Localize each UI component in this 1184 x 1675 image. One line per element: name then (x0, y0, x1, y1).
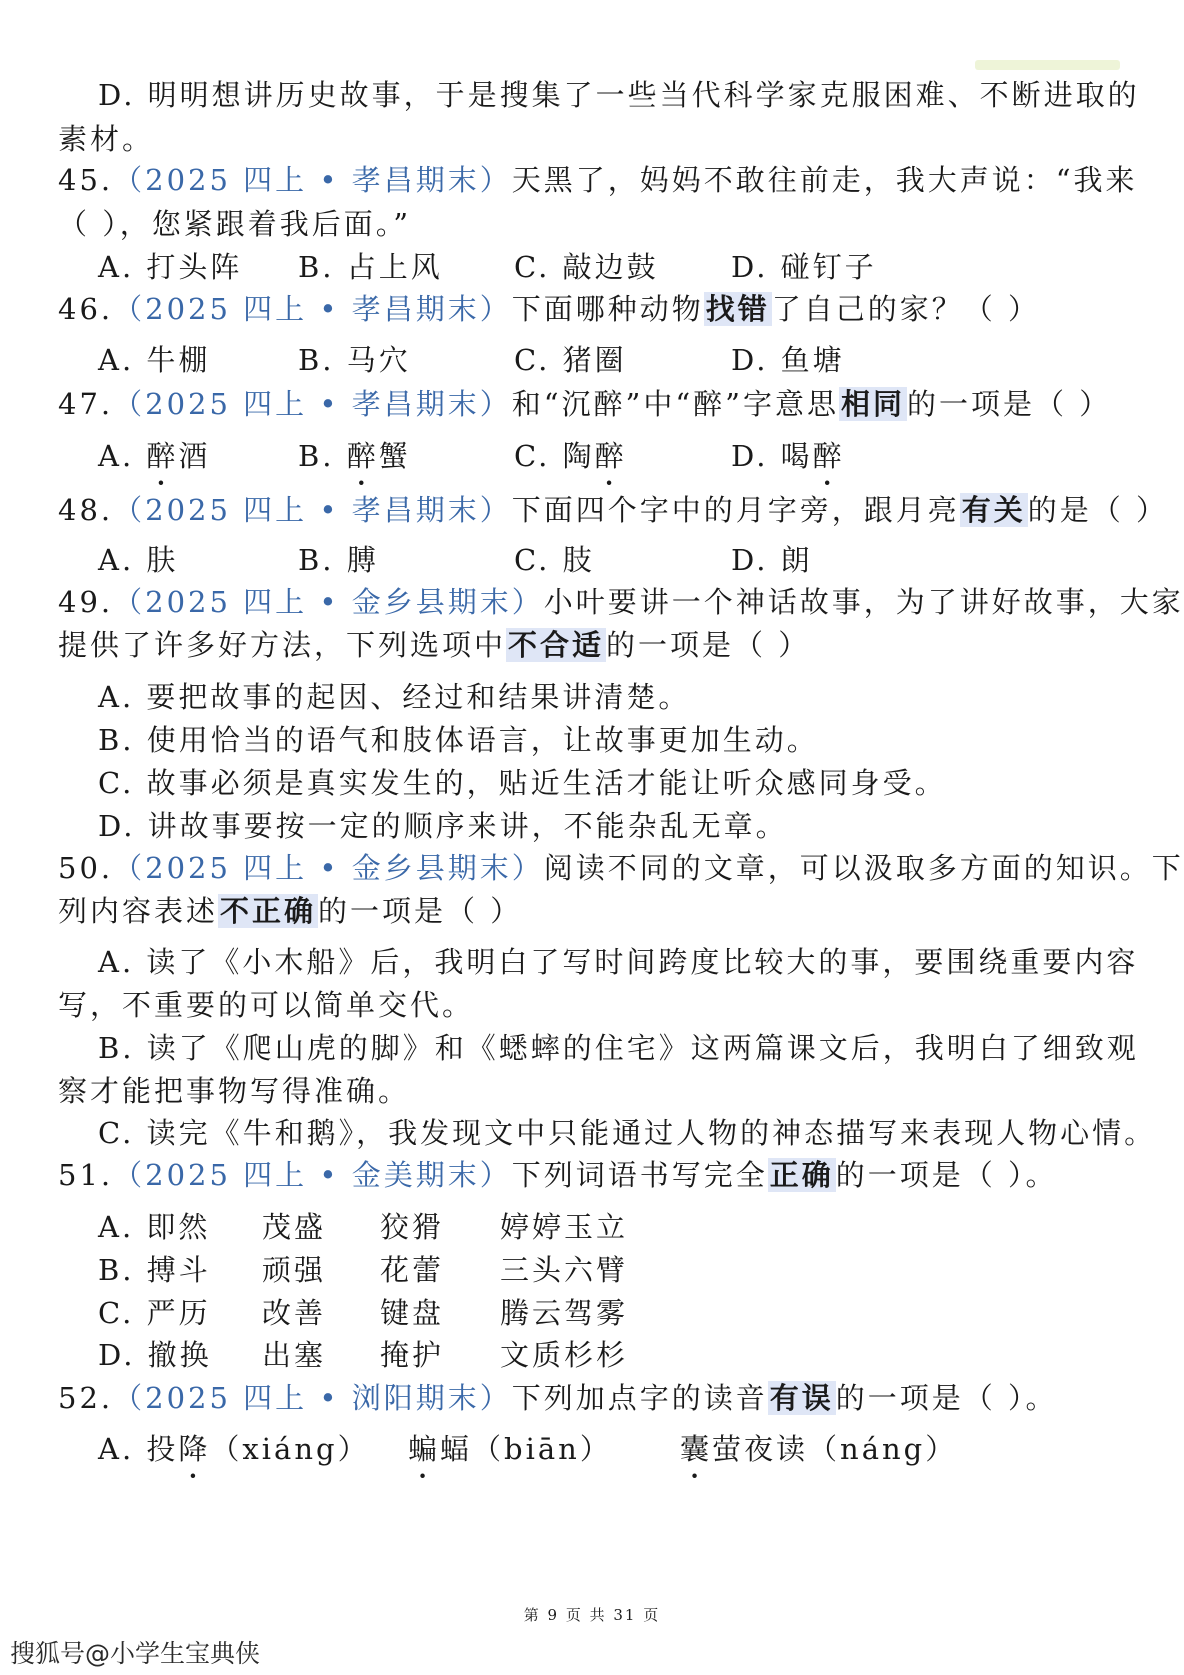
question-number: 51. (58, 1158, 114, 1192)
option-a: A. 牛棚 (98, 343, 211, 377)
prev-option-d-line1: D. 明明想讲历史故事，于是搜集了一些当代科学家克服困难、不断进取的 (98, 78, 1140, 112)
question-47 (58, 387, 1111, 422)
watermark: 搜狐号@小学生宝典侠 (10, 1639, 261, 1668)
question-50-stem-cont: 列内容表述不正确的一项是（ ） (58, 894, 523, 928)
question-stem-end: 的是（ ） (1027, 493, 1168, 527)
question-source: （2025 四上 • 金乡县期末） (113, 585, 544, 619)
question-46 (58, 292, 1040, 327)
option-b: B. 占上风 (298, 250, 443, 284)
option-a: A. 打头阵 (98, 250, 243, 284)
emphasis-keyword: 相同 (841, 387, 906, 421)
question-stem: 小叶要讲一个神话故事，为了讲好故事，大家 (543, 585, 1184, 619)
question-49 (58, 585, 1184, 620)
question-number: 50. (58, 851, 114, 885)
question-source: （2025 四上 • 孝昌期末） (113, 163, 512, 197)
question-stem: 和“沉醉”中“醉”字意思 (511, 387, 840, 421)
question-stem-end: 了自己的家？（ ） (771, 292, 1040, 326)
question-45 (58, 163, 1138, 198)
question-stem-end: 的一项是（ ）。 (835, 1381, 1058, 1415)
option-d: D. 鱼塘 (731, 343, 845, 377)
question-number: 49. (58, 585, 114, 619)
option-a: A. 肤 (98, 543, 179, 577)
emphasis-keyword: 找错 (705, 292, 770, 326)
option-d: D. 朗 (731, 543, 813, 577)
question-source: （2025 四上 • 孝昌期末） (113, 493, 512, 527)
option-c: C. 敲边鼓 (514, 250, 659, 284)
option-d: D. 讲故事要按一定的顺序来讲，不能杂乱无章。 (98, 809, 788, 843)
emphasis-keyword: 正确 (769, 1158, 834, 1192)
emphasis-keyword: 不合适 (508, 628, 605, 662)
question-number: 45. (58, 163, 114, 197)
faded-logo (975, 58, 1120, 72)
option-pinyin-3: 囊萤夜读（náng） (680, 1432, 958, 1466)
option-a: A. 投降（xiáng） (98, 1432, 370, 1466)
page-number-footer: 第 9 页 共 31 页 (523, 1606, 661, 1624)
option-b: B. 醉蟹 (298, 439, 411, 473)
option-d: D. 喝醉 (731, 439, 845, 473)
question-source: （2025 四上 • 孝昌期末） (113, 387, 512, 421)
question-source: （2025 四上 • 金美期末） (113, 1158, 512, 1192)
question-source: （2025 四上 • 孝昌期末） (113, 292, 512, 326)
option-d: D. 碰钉子 (731, 250, 877, 284)
question-stem: 下面四个字中的月字旁，跟月亮 (511, 493, 960, 527)
question-stem: 下列词语书写完全 (511, 1158, 768, 1192)
question-stem: 天黑了，妈妈不敢往前走，我大声说：“我来 (511, 163, 1138, 197)
option-c: C. 肢 (514, 543, 595, 577)
question-45-stem-cont: （ ），您紧跟着我后面。” (58, 207, 412, 241)
question-source: （2025 四上 • 浏阳期末） (113, 1381, 512, 1415)
option-b: B. 读了《爬山虎的脚》和《蟋蟀的住宅》这两篇课文后，我明白了细致观 (98, 1031, 1139, 1065)
question-number: 46. (58, 292, 114, 326)
option-c: C. 猪圈 (514, 343, 627, 377)
question-source: （2025 四上 • 金乡县期末） (113, 851, 544, 885)
option-a: A. 读了《小木船》后，我明白了写时间跨度比较大的事，要围绕重要内容 (98, 945, 1139, 979)
option-b: B. 使用恰当的语气和肢体语言，让故事更加生动。 (98, 723, 819, 757)
question-stem-end: 的一项是（ ） (907, 387, 1112, 421)
emphasis-keyword: 不正确 (220, 894, 317, 928)
question-51 (58, 1158, 1057, 1193)
emphasis-keyword: 有关 (961, 493, 1026, 527)
option-c: C. 陶醉 (514, 439, 627, 473)
question-number: 47. (58, 387, 114, 421)
option-c: C. 读完《牛和鹅》，我发现文中只能通过人物的神态描写来表现人物心情。 (98, 1116, 1157, 1150)
option-a: A. 醉酒 (98, 439, 211, 473)
option-b: B. 膊 (298, 543, 379, 577)
question-stem-end: 的一项是（ ）。 (835, 1158, 1058, 1192)
emphasis-keyword: 有误 (769, 1381, 834, 1415)
question-number: 48. (58, 493, 114, 527)
question-stem: 下列加点字的读音 (511, 1381, 768, 1415)
prev-option-d-line2: 素材。 (58, 122, 155, 156)
option-c: C. 故事必须是真实发生的，贴近生活才能让听众感同身受。 (98, 766, 947, 800)
option-a-cont: 写，不重要的可以简单交代。 (58, 988, 475, 1022)
question-stem: 阅读不同的文章，可以汲取多方面的知识。下 (543, 851, 1184, 885)
question-number: 52. (58, 1381, 114, 1415)
question-52 (58, 1381, 1057, 1416)
option-b: B. 马穴 (298, 343, 411, 377)
option-pinyin-2: 蝙蝠（biān） (408, 1432, 612, 1466)
question-stem: 下面哪种动物 (511, 292, 704, 326)
question-49-stem-cont: 提供了许多好方法，下列选项中不合适的一项是（ ） (58, 628, 811, 662)
question-50 (58, 851, 1184, 886)
option-a: A. 要把故事的起因、经过和结果讲清楚。 (98, 680, 691, 714)
question-48 (58, 493, 1168, 528)
option-b-cont: 察才能把事物写得准确。 (58, 1074, 411, 1108)
